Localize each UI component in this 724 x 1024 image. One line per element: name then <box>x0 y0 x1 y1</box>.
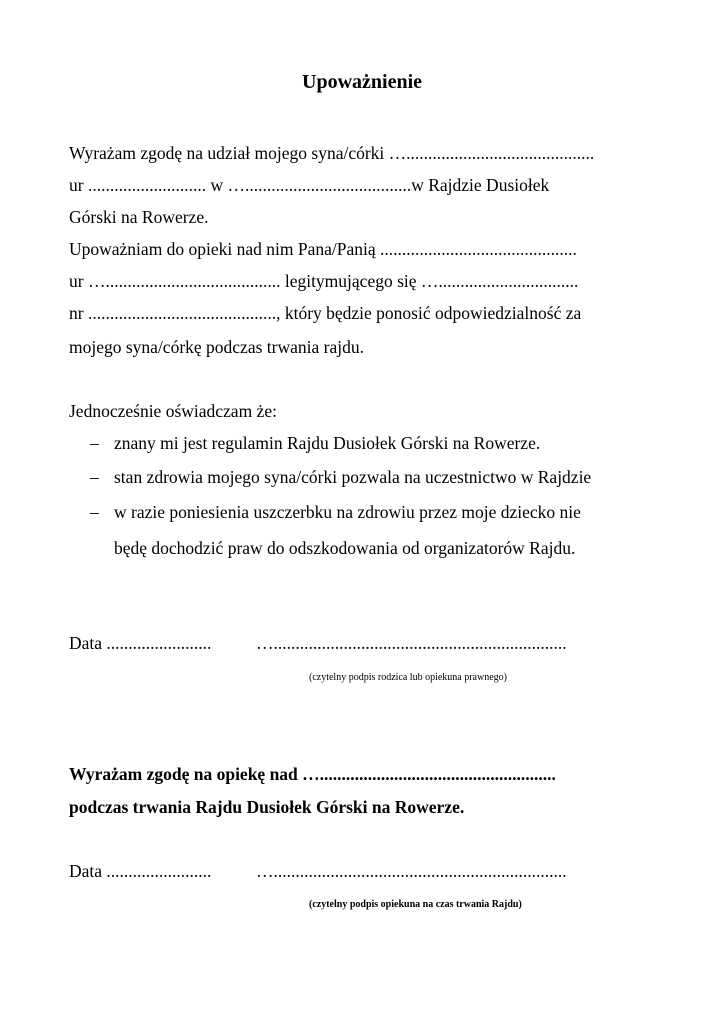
declaration-dash-2: – <box>90 467 99 487</box>
consent-line-3: Górski na Rowerze. <box>69 207 209 227</box>
consent-line-2: ur ........................... w …......................................w Rajdzie Dusiołek <box>69 175 550 195</box>
declaration-item-3: w razie poniesienia uszczerbku na zdrowiu przez moje dziecko nie <box>114 502 581 522</box>
guardian-date-field: Data ........................ <box>69 861 212 881</box>
declaration-item-3-cont: będę dochodzić praw do odszkodowania od organizatorów Rajdu. <box>114 538 576 558</box>
guardian-consent-line-2: podczas trwania Rajdu Dusiołek Górski na Rowerze. <box>69 797 465 817</box>
guardian-signature-line: …................................................................... <box>256 861 567 881</box>
declaration-item-2: stan zdrowia mojego syna/córki pozwala na uczestnictwo w Rajdzie <box>114 467 592 487</box>
declaration-intro: Jednocześnie oświadczam że: <box>69 401 277 421</box>
consent-line-6: nr ..........................................., który będzie ponosić odpowiedzialność za <box>69 303 582 323</box>
guardian-signature-caption: (czytelny podpis opiekuna na czas trwania Rajdu) <box>309 899 522 910</box>
parent-signature-caption: (czytelny podpis rodzica lub opiekuna prawnego) <box>309 672 507 683</box>
consent-line-4: Upoważniam do opieki nad nim Pana/Panią ............................................. <box>69 239 577 259</box>
declaration-dash-3: – <box>90 502 99 522</box>
consent-line-5: ur …........................................ legitymującego się …................................ <box>69 271 579 291</box>
consent-line-7: mojego syna/córkę podczas trwania rajdu. <box>69 337 364 357</box>
page-title: Upoważnienie <box>302 71 422 93</box>
declaration-dash-1: – <box>90 433 99 453</box>
parent-date-field: Data ........................ <box>69 633 212 653</box>
declaration-item-1: znany mi jest regulamin Rajdu Dusiołek Górski na Rowerze. <box>114 433 541 453</box>
guardian-consent-line-1: Wyrażam zgodę na opiekę nad …...................................................... <box>69 764 556 784</box>
consent-line-1: Wyrażam zgodę na udział mojego syna/córki …........................................... <box>69 143 595 163</box>
parent-signature-line: …................................................................... <box>256 633 567 653</box>
